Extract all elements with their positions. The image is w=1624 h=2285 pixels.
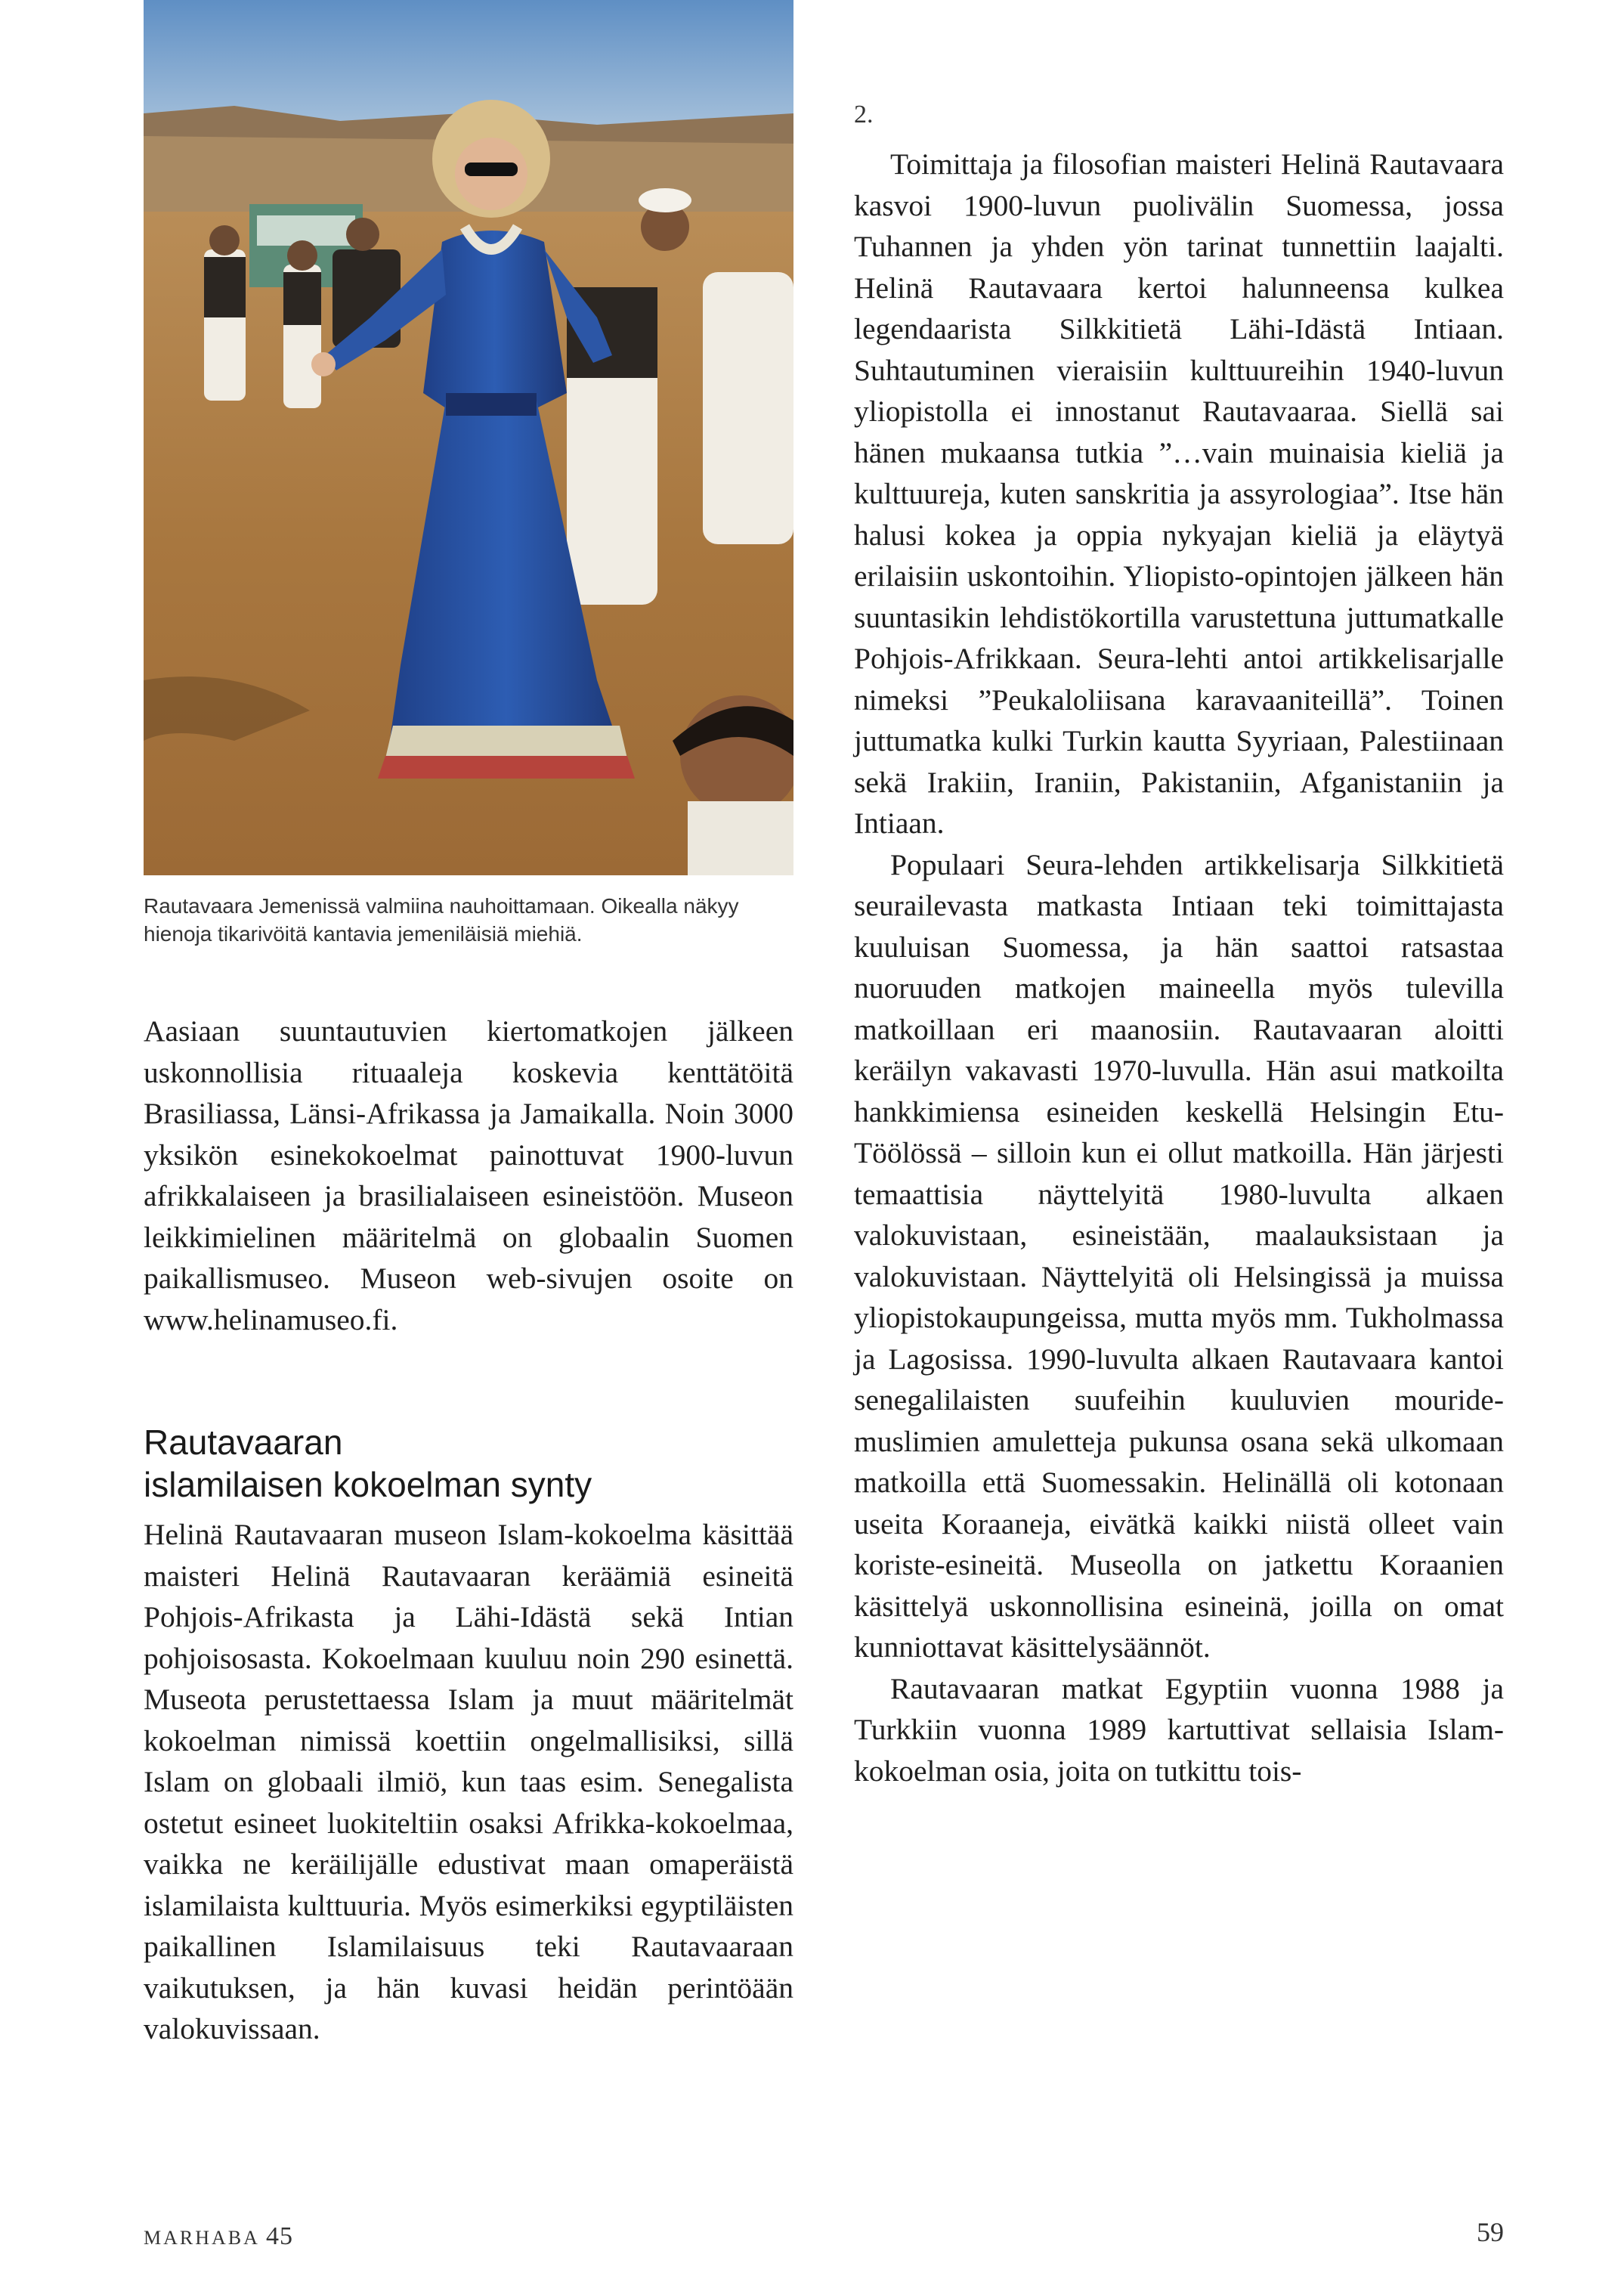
left-paragraph-1: Aasiaan suuntautuvien kiertomatkojen jälkeen uskonnollisia rituaaleja koskevia kenttätöitä Brasiliassa, Länsi-Afrikassa ja Jamaikalla. Noin 3000 yksikön esinekokoelmat painottuvat 1900-luvun afrikkalaiseen ja brasilialaiseen esineistöön. Museon leikkimielinen määritelmä on globaalin Suomen paikallismuseo. Museon web-sivujen osoite on www.helinamuseo.fi. (144, 1014, 793, 1336)
page-number: 59 (1477, 2217, 1504, 2247)
right-paragraph-3: Rautavaaran matkat Egyptiin vuonna 1988 ja Turkkiin vuonna 1989 kartuttivat sellaisia Islam-kokoelman osia, joita on tutkittu tois- (854, 1671, 1504, 1788)
article-photo (144, 0, 793, 875)
photo-illustration (144, 0, 793, 875)
section-heading-line-1: Rautavaaran (144, 1423, 343, 1462)
magazine-name: MARHABA (144, 2227, 259, 2249)
section-heading (144, 1421, 793, 1506)
left-paragraph-2: Helinä Rautavaaran museon Islam-kokoelma käsittää maisteri Helinä Rautavaaran keräämiä esineitä Pohjois-Afrikasta ja Lähi-Idästä sekä Intian pohjoisosasta. Kokoelmaan kuuluu noin 290 esinettä. Museota perustettaessa Islam ja muut määritelmät kokoelman nimissä koettiin ongelmallisiksi, sillä Islam on globaali ilmiö, kun taas esim. Senegalista ostetut esineet luokiteltiin osaksi Afrikka-kokoelmaa, vaikka ne keräilijälle edustivat maan omaperäistä islamilaista kulttuuria. Myös esimerkiksi egyptiläisten paikallinen Islamilaisuus teki Rautavaaraan vaikutuksen, ja hän kuvasi heidän perintöään valokuvissaan. (144, 1518, 793, 2045)
right-column (854, 144, 1504, 1791)
section-number: 2. (854, 101, 874, 128)
section-heading-line-2: islamilaisen kokoelman synty (144, 1465, 592, 1504)
photo-caption: Rautavaara Jemenissä valmiina nauhoittamaan. Oikealla näkyy hienoja tikarivöitä kantavia jemeniläisiä miehiä. (144, 894, 739, 946)
footer-magazine (144, 2222, 293, 2251)
right-paragraph-2: Populaari Seura-lehden artikkelisarja Silkkitietä seurailevasta matkasta Intiaan teki toimittajasta kuuluisan Suomessa, ja hän saattoi ratsastaa nuoruuden matkojen maineella myös tulevilla matkoillaan eri maanosiin. Rautavaaran aloitti keräilyn vakavasti 1970-luvulla. Hän asui matkoilta hankkimiensa esineiden keskellä Helsingin Etu-Töölössä – silloin kun ei ollut matkoilla. Hän järjesti temaattisia näyttelyitä 1980-luvulta alkaen valokuvistaan, esineistään, maalauksistaan ja valokuvistaan. Näyttelyitä oli Helsingissä ja muissa yliopistokaupungeissa, mutta myös mm. Tukholmassa ja Lagosissa. 1990-luvulta alkaen Rautavaara kantoi senegalilaisten suufeihin kuuluvien mouride-muslimien amuletteja pukunsa osana sekä ulkomaan matkoilla että Suomessakin. Helinällä oli kotonaan useita Koraaneja, eivätkä kaikki niistä olleet vain koriste-esineitä. Museolla on jatkettu Koraanien käsittelyä uskonnollisina esineinä, joilla on omat kunniottavat käsittelysäännöt. (854, 847, 1504, 1664)
issue-number: 45 (265, 2222, 293, 2250)
right-paragraph-1: Toimittaja ja filosofian maisteri Helinä Rautavaara kasvoi 1900-luvun puolivälin Suomessa, jossa Tuhannen ja yhden yön tarinat tunnettiin laajalti. Helinä Rautavaara kertoi halunneensa kulkea legendaarista Silkkitietä Lähi-Idästä Intiaan. Suhtautuminen vieraisiin kulttuureihin 1940-luvun yliopistolla ei innostanut Rautavaaraa. Siellä sai hänen mukaansa tutkia ”…vain muinaisia kieliä ja kulttuureja, kuten sanskritia ja assyrologiaa”. Itse hän halusi kokea ja oppia nykyajan kieliä ja eläytyä erilaisiin uskontoihin. Yliopisto-opintojen jälkeen hän suuntasikin lehdistökortilla varustettuna juttumatkalle Pohjois-Afrikkaan. Seura-lehti antoi artikkelisarjalle nimeksi ”Peukaloliisana karavaaniteillä”. Toinen juttumatka kulki Turkin kautta Syyriaan, Palestiinaan sekä Irakiin, Iraniin, Pakistaniin, Afganistaniin ja Intiaan. (854, 147, 1504, 840)
